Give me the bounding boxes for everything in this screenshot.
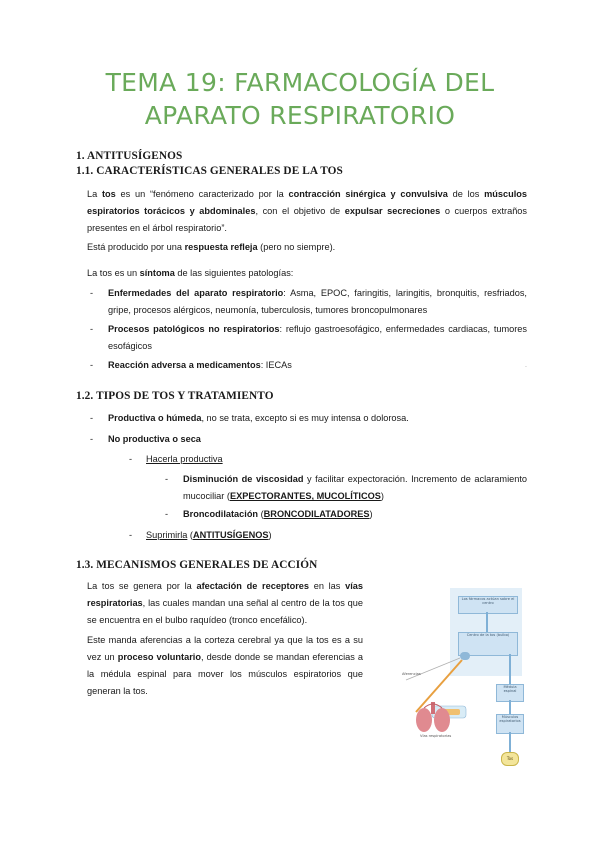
diagram-label-aferencias: Aferencias <box>402 672 421 676</box>
list-dash: - <box>129 454 133 464</box>
diagram-box-medula: Médula espinal <box>496 684 524 702</box>
diagram-box-bulbo: Centro de la tos (bulbo) <box>458 632 518 656</box>
paragraph-receptores: La tos se genera por la afectación de receptores en las vías respiratorias, las cuales mandan una señal al centro de la tos que se encuentra en el bulbo raquídeo (tronco encefálico). <box>87 581 363 625</box>
stray-dot: . <box>525 362 527 369</box>
section-heading-tipos: 1.2. TIPOS DE TOS Y TRATAMIENTO <box>76 390 274 402</box>
page-title <box>0 66 600 132</box>
list-dash: - <box>90 413 94 423</box>
list-dash: - <box>129 530 133 540</box>
section-heading-caracteristicas: 1.1. CARACTERÍSTICAS GENERALES DE LA TOS <box>76 165 343 177</box>
list-item: Procesos patológicos no respiratorios: reflujo gastroesofágico, enfermedades cardiacas, tumores esofágicos <box>108 324 528 351</box>
diagram-tos-node: Tos <box>501 752 519 766</box>
list-item: Enfermedades del aparato respiratorio: Asma, EPOC, faringitis, laringitis, bronquitis, resfriados, gripe, procesos alérgicos, neumonía, tuberculosis, tumores broncopulmonares <box>108 288 527 315</box>
diagram-box-musculos: Músculos espiratorios <box>496 714 524 734</box>
list-item: Reacción adversa a medicamentos: IECAs <box>108 360 292 370</box>
diagram-label-vias: Vías respiratorias <box>420 734 452 738</box>
list-dash: - <box>90 360 94 370</box>
diagram-pathways <box>398 588 558 772</box>
paragraph-respuesta-refleja: Está producido por una respuesta refleja (pero no siempre). <box>87 242 336 252</box>
list-dash: - <box>90 434 94 444</box>
paragraph-proceso-voluntario: Este manda aferencias a la corteza cerebral ya que la tos es a su vez un proceso voluntario, desde donde se mandan eferencias a la médula espinal para mover los músculos espiratorios que generan la tos. <box>87 635 364 696</box>
diagram-box-center: Los fármacos actúan sobre el centro <box>458 596 518 614</box>
list-item-viscosidad: Disminución de viscosidad y facilitar expectoración. Incremento de aclaramiento mucociliar (EXPECTORANTES, MUCOLÍTICOS) <box>183 474 527 501</box>
title-line-2: APARATO RESPIRATORIO <box>144 101 456 130</box>
list-dash: - <box>165 474 169 484</box>
title-line-1: TEMA 19: FARMACOLOGÍA DEL <box>105 68 495 97</box>
list-item-suprimirla: Suprimirla (ANTITUSÍGENOS) <box>146 530 272 540</box>
list-dash: - <box>90 324 94 334</box>
section-heading-mecanismos: 1.3. MECANISMOS GENERALES DE ACCIÓN <box>76 559 318 571</box>
list-dash: - <box>90 288 94 298</box>
list-item-hacerla-productiva: Hacerla productiva <box>146 454 223 464</box>
list-item-broncodilatacion: Broncodilatación (BRONCODILATADORES) <box>183 509 373 519</box>
list-item-no-productiva: No productiva o seca <box>108 434 201 444</box>
cough-mechanism-diagram <box>398 588 558 772</box>
section-heading-antitusigenos: 1. ANTITUSÍGENOS <box>76 150 183 162</box>
paragraph-definicion: La tos es un “fenómeno caracterizado por la contracción sinérgica y convulsiva de los músculos espiratorios torácicos y abdominales, con el objetivo de expulsar secreciones o cuerpos extraños presentes en el árbol respiratorio”. <box>87 189 528 233</box>
list-item-productiva: Productiva o húmeda, no se trata, excepto si es muy intensa o dolorosa. <box>108 413 409 423</box>
paragraph-sintoma: La tos es un síntoma de las siguientes patologías: <box>87 268 294 278</box>
list-dash: - <box>165 509 169 519</box>
